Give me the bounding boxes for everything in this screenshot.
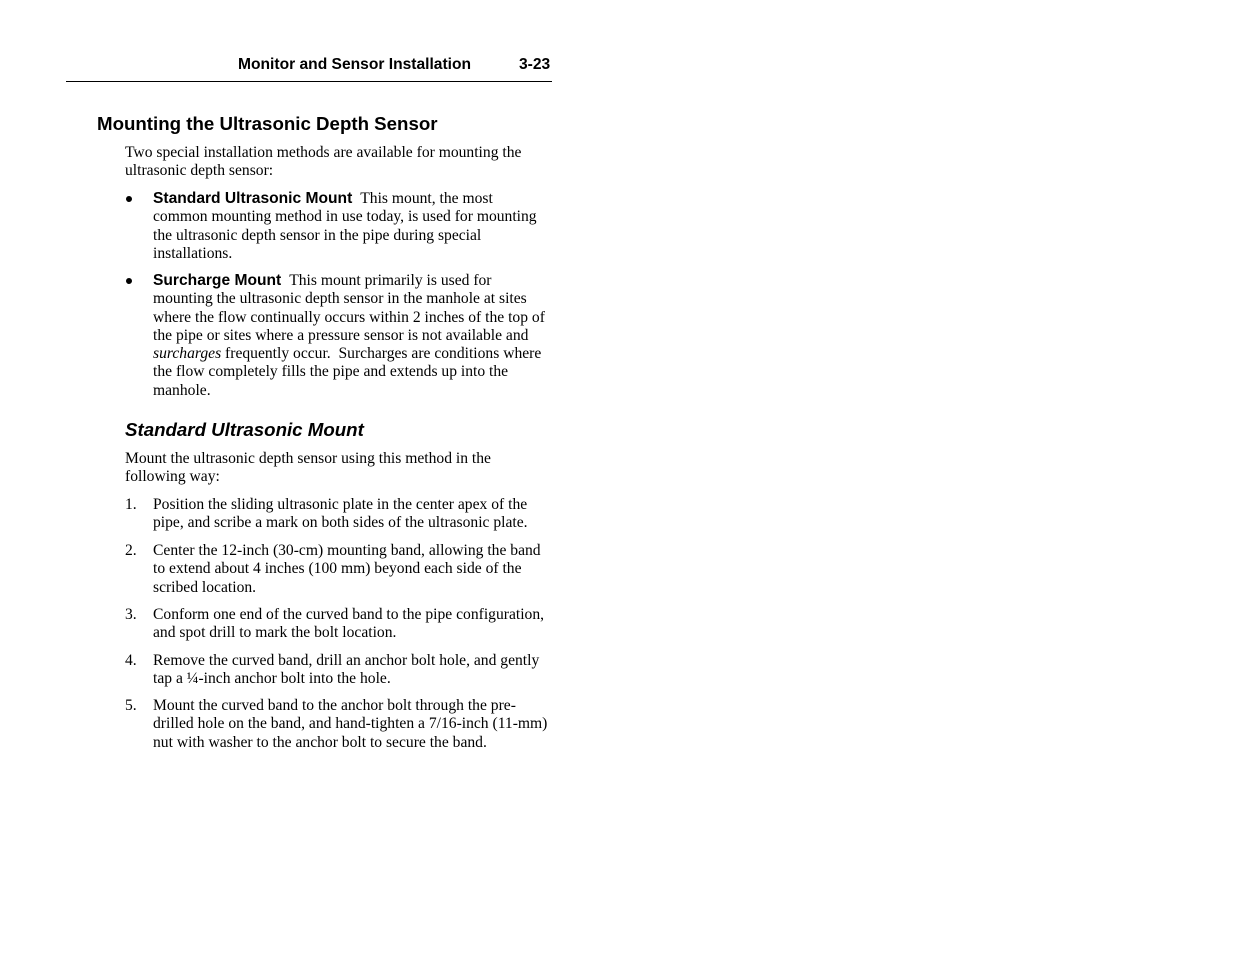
step-item <box>125 542 541 597</box>
step-item <box>125 496 528 533</box>
step-text <box>153 652 539 689</box>
step-number: 4. <box>125 652 137 669</box>
text-line: following way: <box>125 468 220 486</box>
text-line: Position the sliding ultrasonic plate in the center apex of the <box>153 496 528 513</box>
bullet-text <box>153 190 537 263</box>
text-line: Mount the ultrasonic depth sensor using this method in the <box>125 450 491 467</box>
bullet-text <box>153 272 545 400</box>
step-text <box>153 496 528 533</box>
bullet-marker <box>126 196 132 202</box>
text-line: drilled hole on the band, and hand-tighten a 7/16-inch (11-mm) <box>153 715 548 733</box>
running-section-title: Monitor and Sensor Installation <box>238 56 472 73</box>
intro-paragraph <box>125 144 521 181</box>
text-run: frequently occur. Surcharges are conditions where <box>221 345 542 363</box>
text-line: Conform one end of the curved band to the pipe configuration, <box>153 606 545 623</box>
text-line: Two special installation methods are available for mounting the <box>125 144 522 161</box>
text-line: common mounting method in use today, is used for mounting <box>153 208 537 226</box>
text-line: the pipe or sites where a pressure sensor is not available and <box>153 326 529 344</box>
step-number: 5. <box>125 697 137 714</box>
emphasized-term: surcharges <box>153 345 222 363</box>
step-item <box>125 697 547 752</box>
subsection-heading: Standard Ultrasonic Mount <box>125 419 364 440</box>
step-item <box>125 652 539 689</box>
bullet-marker <box>126 278 132 284</box>
text-line: mounting the ultrasonic depth sensor in the manhole at sites <box>153 290 527 308</box>
bullet-lead-term: Surcharge Mount <box>153 272 282 289</box>
text-line: tap a ¼-inch anchor bolt into the hole. <box>153 670 391 688</box>
step-number: 1. <box>125 496 137 513</box>
text-line: and spot drill to mark the bolt location. <box>153 624 397 642</box>
bullet-lead-term: Standard Ultrasonic Mount <box>153 190 353 207</box>
bullet-item-standard-mount <box>125 190 537 263</box>
section-heading: Mounting the Ultrasonic Depth Sensor <box>97 113 438 134</box>
subsection-intro-paragraph <box>125 450 491 487</box>
text-line: Center the 12-inch (30-cm) mounting band, allowing the band <box>153 542 541 559</box>
step-number: 2. <box>125 542 137 559</box>
text-line: Remove the curved band, drill an anchor bolt hole, and gently <box>153 652 540 669</box>
step-number: 3. <box>125 606 137 623</box>
text-line: pipe, and scribe a mark on both sides of the ultrasonic plate. <box>153 514 528 532</box>
text-line: the flow completely fills the pipe and extends up into the <box>153 363 509 381</box>
step-text <box>153 697 547 752</box>
text-line: where the flow continually occurs within 2 inches of the top of <box>153 308 545 326</box>
text-line: the ultrasonic depth sensor in the pipe during special <box>153 226 482 244</box>
page-number: 3-23 <box>519 56 551 73</box>
text-line: ultrasonic depth sensor: <box>125 162 274 180</box>
text-line: scribed location. <box>153 578 257 596</box>
text-line: manhole. <box>153 381 211 399</box>
step-item <box>125 606 544 643</box>
step-text <box>153 542 541 597</box>
text-line <box>153 345 545 363</box>
text-line: to extend about 4 inches (100 mm) beyond each side of the <box>153 560 522 578</box>
text-run: This mount, the most <box>360 190 493 207</box>
text-line: nut with washer to the anchor bolt to secure the band. <box>153 733 487 751</box>
bullet-item-surcharge-mount <box>125 272 545 400</box>
text-run: This mount primarily is used for <box>289 272 492 289</box>
text-line: installations. <box>153 244 233 262</box>
text-line: Mount the curved band to the anchor bolt through the pre- <box>153 697 516 714</box>
text-line <box>153 190 537 208</box>
text-line <box>153 272 545 290</box>
step-text <box>153 606 544 643</box>
header-rule <box>66 81 552 82</box>
